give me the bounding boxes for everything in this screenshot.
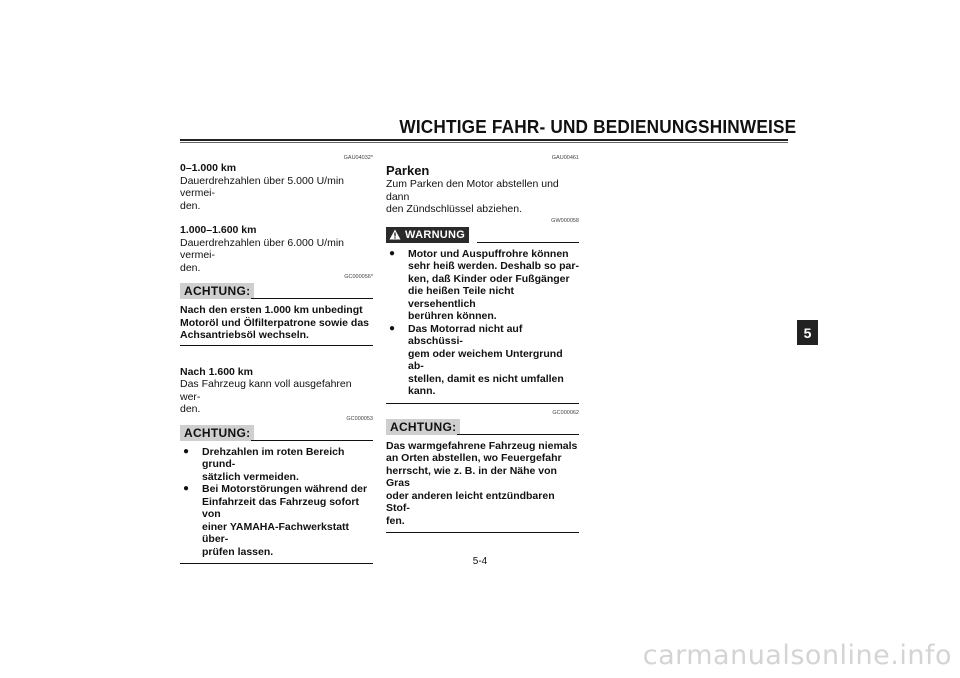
warning-label-text: WARNUNG xyxy=(405,228,466,241)
left-column xyxy=(180,155,373,564)
reference-code: GC000062 xyxy=(552,409,579,416)
body-text-line: den. xyxy=(180,199,201,212)
caution-body xyxy=(180,443,373,559)
body-text-line: Das Fahrzeug kann voll ausgefahren wer- xyxy=(180,378,352,403)
caution-text-line: Achsantriebsöl wechseln. xyxy=(180,329,309,341)
list-item-line: gem oder weichem Untergrund ab- xyxy=(408,347,563,372)
caution-header-rule xyxy=(457,434,579,435)
reference-code: GW000058 xyxy=(551,217,579,224)
caution-label: ACHTUNG: xyxy=(386,419,460,435)
page-title: WICHTIGE FAHR- UND BEDIENUNGSHINWEISE xyxy=(399,116,797,137)
warning-triangle-icon xyxy=(389,229,401,240)
caution-body xyxy=(180,301,373,342)
body-text-line: Zum Parken den Motor abstellen und dann xyxy=(386,178,559,203)
caution-header xyxy=(386,419,579,437)
list-item-line: prüfen lassen. xyxy=(202,545,274,558)
warning-end-rule xyxy=(386,403,579,404)
list-item xyxy=(180,446,373,484)
caution-end-rule xyxy=(386,532,579,533)
chapter-tab[interactable]: 5 xyxy=(797,320,818,345)
caution-text-line: Das warmgefahrene Fahrzeug niemals xyxy=(386,439,578,452)
list-item-line: kann. xyxy=(408,385,436,397)
watermark: carmanualsonline.info xyxy=(642,640,952,671)
list-item-line: die heißen Teile nicht versehentlich xyxy=(408,285,514,310)
caution-header-rule xyxy=(251,440,373,441)
caution-header xyxy=(180,425,373,443)
list-item xyxy=(386,323,579,398)
bullet-dot-icon: ● xyxy=(183,445,190,457)
list-item-line: ken, daß Kinder oder Fußgänger xyxy=(408,272,570,285)
spacer xyxy=(180,346,373,366)
list-item xyxy=(386,248,579,323)
list-item-line: Das Motorrad nicht auf abschüssi- xyxy=(408,322,523,347)
body-text-line: Dauerdrehzahlen über 5.000 U/min vermei- xyxy=(180,174,345,199)
section-title: Parken xyxy=(386,163,430,178)
list-item-line: stellen, damit es nicht umfallen xyxy=(408,372,564,385)
warning-header xyxy=(386,227,579,245)
bullet-dot-icon: ● xyxy=(389,322,396,334)
reference-code: GAU04032* xyxy=(343,155,373,161)
bullet-dot-icon: ● xyxy=(389,247,396,259)
caution-body xyxy=(386,437,579,528)
caution-label: ACHTUNG: xyxy=(180,283,254,299)
spacer xyxy=(180,212,373,224)
header-rule xyxy=(180,139,788,141)
reference-code: GC000053 xyxy=(346,415,373,422)
list-item-line: einer YAMAHA-Fachwerkstatt über- xyxy=(202,520,350,545)
list-item-line: sehr heiß werden. Deshalb so par- xyxy=(408,260,579,272)
caution-label: ACHTUNG: xyxy=(180,425,254,441)
caution-text-line: oder anderen leicht entzündbaren Stof- xyxy=(386,489,555,514)
caution-text-line: Nach den ersten 1.000 km unbedingt xyxy=(180,304,363,316)
caution-text-line: an Orten abstellen, wo Feuergefahr xyxy=(386,452,562,464)
bullet-dot-icon: ● xyxy=(183,483,190,494)
page-number: 5-4 xyxy=(472,556,488,567)
warning-body xyxy=(386,245,579,398)
warning-label xyxy=(386,227,469,243)
warning-header-rule xyxy=(477,242,579,243)
section-heading: 0–1.000 km xyxy=(180,162,237,174)
list-item-line: sätzlich vermeiden. xyxy=(202,470,299,483)
caution-header-rule xyxy=(251,298,373,299)
body-text-line: den Zündschlüssel abziehen. xyxy=(386,203,523,215)
section-heading: 1.000–1.600 km xyxy=(180,224,257,236)
list-item-line: Einfahrzeit das Fahrzeug sofort von xyxy=(202,495,359,520)
body-text-line: Dauerdrehzahlen über 6.000 U/min vermei- xyxy=(180,236,345,261)
header-rule-thin xyxy=(180,142,788,143)
right-column xyxy=(386,155,579,533)
caution-end-rule xyxy=(180,563,373,564)
section-heading: Nach 1.600 km xyxy=(180,365,253,378)
list-item-line: Bei Motorstörungen während der xyxy=(202,483,368,495)
reference-code: GAU00461 xyxy=(551,155,579,161)
list-item-line: berühren können. xyxy=(408,310,497,322)
caution-text-line: herrscht, wie z. B. in der Nähe von Gras xyxy=(386,464,557,489)
reference-code: GC000056* xyxy=(344,274,373,280)
caution-header xyxy=(180,283,373,301)
body-text-line: den. xyxy=(180,261,201,274)
caution-text-line: Motoröl und Ölfilterpatrone sowie das xyxy=(180,316,370,329)
list-item-line: Drehzahlen im roten Bereich grund- xyxy=(202,445,345,470)
list-item xyxy=(180,483,373,558)
list-item-line: Motor und Auspuffrohre können xyxy=(408,247,569,260)
body-text-line: den. xyxy=(180,403,201,415)
caution-text-line: fen. xyxy=(386,514,405,527)
